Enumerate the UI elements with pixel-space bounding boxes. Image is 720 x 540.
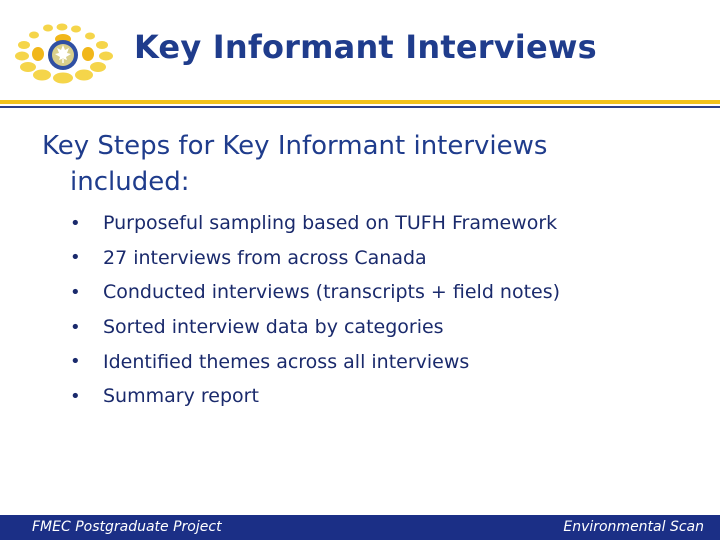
bullet-text: Summary report <box>103 385 259 408</box>
list-item <box>70 379 560 414</box>
bullet-text: 27 interviews from across Canada <box>103 246 427 269</box>
bullet-text: Conducted interviews (transcripts + field notes) <box>103 281 561 304</box>
section-heading <box>42 128 662 200</box>
footer-project-label: FMEC Postgraduate Project <box>32 519 222 535</box>
bullet-text: Identified themes across all interviews <box>103 350 470 373</box>
footer-section-label: Environmental Scan <box>563 519 704 535</box>
maple-leaf-sun-logo-icon <box>14 22 124 86</box>
bullet-icon: • <box>70 316 81 338</box>
bullet-text: Purposeful sampling based on TUFH Framework <box>103 212 558 235</box>
section-heading-line-1: Key Steps for Key Informant interviews <box>42 131 548 161</box>
bullet-icon: • <box>70 351 81 373</box>
bullet-icon: • <box>70 247 81 269</box>
slide-title: Key Informant Interviews <box>134 28 597 66</box>
bullet-list <box>70 206 560 414</box>
list-item <box>70 310 560 345</box>
list-item <box>70 275 560 310</box>
header-divider-yellow <box>0 100 720 104</box>
list-item <box>70 241 560 276</box>
bullet-icon: • <box>70 385 81 407</box>
bullet-text: Sorted interview data by categories <box>103 316 444 339</box>
list-item <box>70 206 560 241</box>
list-item <box>70 344 560 379</box>
section-heading-line-2: included: <box>70 167 190 197</box>
bullet-icon: • <box>70 281 81 303</box>
bullet-icon: • <box>70 212 81 234</box>
footer-bar <box>0 515 720 540</box>
header-divider-blue <box>0 106 720 108</box>
